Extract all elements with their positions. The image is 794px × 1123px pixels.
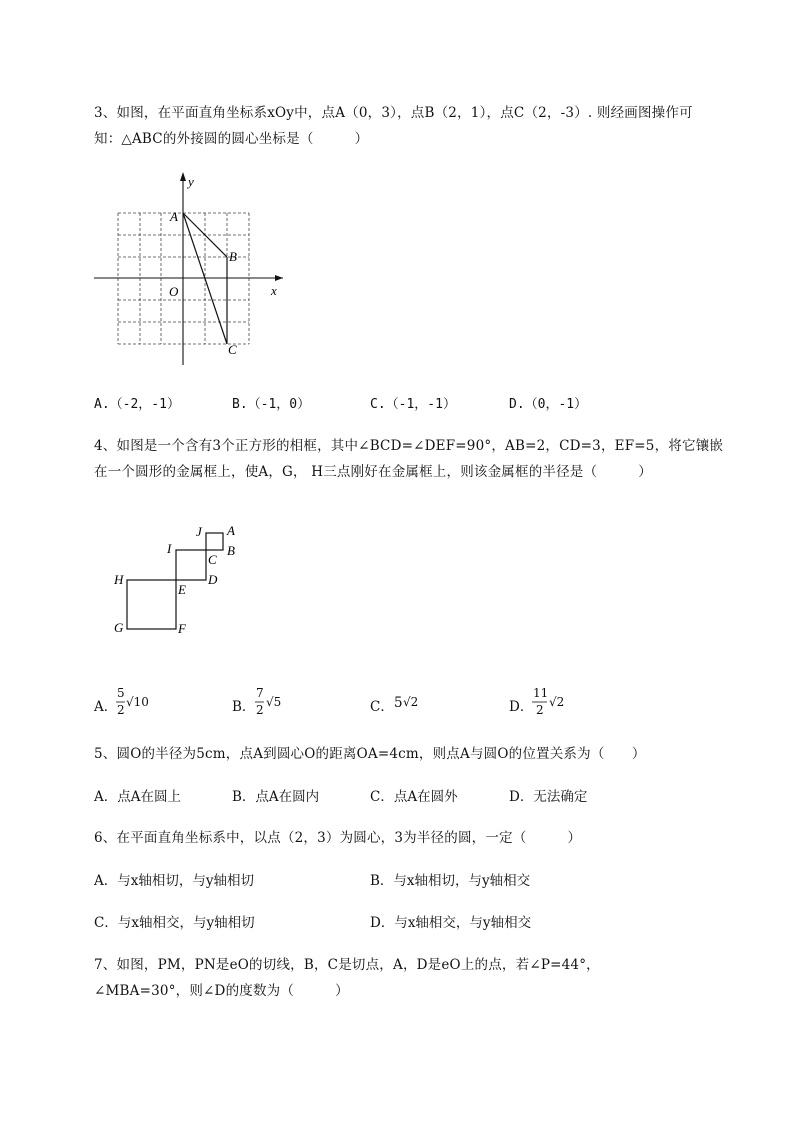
q6-option-c[interactable]: C．与x轴相交，与y轴相切 — [94, 915, 255, 931]
q4-option-a-rad: √10 — [126, 695, 149, 709]
q4-option-b-letter: B． — [232, 699, 256, 715]
q3-label-y: y — [188, 174, 194, 189]
q4-label-F: F — [178, 621, 186, 636]
q3-option-a[interactable]: A.（-2，-1） — [94, 397, 180, 412]
q6-stem: 6、在平面直角坐标系中，以点（2，3）为圆心，3为半径的圆，一定（ ） — [94, 830, 582, 846]
q4-option-a-letter: A． — [94, 699, 118, 715]
q6-option-a[interactable]: A．与x轴相切，与y轴相切 — [94, 873, 254, 889]
q4-label-I: I — [167, 541, 172, 556]
q4-option-c-rad: √2 — [403, 695, 419, 709]
q5-option-c[interactable]: C．点A在圆外 — [370, 789, 458, 805]
q4-option-a-num: 5 — [117, 686, 125, 700]
q4-option-b-rad: √5 — [266, 695, 282, 709]
q4-option-d-den: 2 — [536, 703, 544, 717]
q3-label-A: A — [170, 209, 178, 224]
q4-label-D: D — [208, 572, 218, 587]
q3-label-B: B — [229, 249, 237, 264]
q3-option-d[interactable]: D.（0，-1） — [509, 397, 588, 412]
q3-label-C: C — [228, 342, 237, 357]
q7-stem-line2: ∠MBA=30°，则∠D的度数为（ ） — [94, 983, 349, 999]
q5-option-a[interactable]: A．点A在圆上 — [94, 789, 181, 805]
q3-label-x: x — [271, 283, 277, 298]
q4-label-E: E — [178, 582, 186, 597]
q4-label-J: J — [196, 524, 202, 539]
q4-option-d-num: 11 — [533, 686, 549, 700]
q6-option-b[interactable]: B．与x轴相切，与y轴相交 — [370, 873, 531, 889]
q3-label-O: O — [169, 284, 179, 299]
q4-option-c-letter: C． — [370, 699, 394, 715]
q4-option-c-coef: 5 — [394, 695, 403, 711]
q3-option-b[interactable]: B.（-1，0） — [232, 397, 311, 412]
q4-label-B: B — [227, 543, 235, 558]
q4-label-A: A — [227, 523, 235, 538]
q4-label-G: G — [114, 620, 124, 635]
q4-option-b-num: 7 — [256, 686, 264, 700]
q4-label-C: C — [208, 552, 217, 567]
q5-option-d[interactable]: D．无法确定 — [509, 789, 588, 805]
q4-option-d-letter: D． — [509, 699, 534, 715]
q4-label-H: H — [114, 572, 124, 587]
q3-option-c[interactable]: C.（-1，-1） — [370, 397, 456, 412]
q5-stem: 5、圆O的半径为5cm，点A到圆心O的距离OA=4cm，则点A与圆O的位置关系为（ ） — [94, 746, 646, 762]
q4-stem-line2: 在一个圆形的金属框上，使A，G， H三点刚好在金属框上，则该金属框的半径是（ ） — [94, 464, 652, 480]
q7-stem-line1: 7、如图，PM，PN是eO的切线，B，C是切点，A，D是eO上的点，若∠P=44°， — [94, 957, 600, 973]
q6-option-d[interactable]: D．与x轴相交，与y轴相交 — [370, 915, 532, 931]
q4-option-d-rad: √2 — [549, 695, 565, 709]
q4-option-b-den: 2 — [256, 703, 264, 717]
q3-stem-line1: 3、如图，在平面直角坐标系xOy中，点A（0，3），点B（2，1），点C（2，-3）. 则经画图操作可 — [94, 105, 693, 121]
q4-stem-line1: 4、如图是一个含有3个正方形的相框，其中∠BCD=∠DEF=90°，AB=2，CD=3，EF=5，将它镶嵌 — [94, 438, 724, 454]
q5-option-b[interactable]: B．点A在圆内 — [232, 789, 320, 805]
q3-stem-line2: 知：△ABC的外接圆的圆心坐标是（ ） — [94, 131, 369, 147]
q4-option-a-den: 2 — [117, 703, 125, 717]
